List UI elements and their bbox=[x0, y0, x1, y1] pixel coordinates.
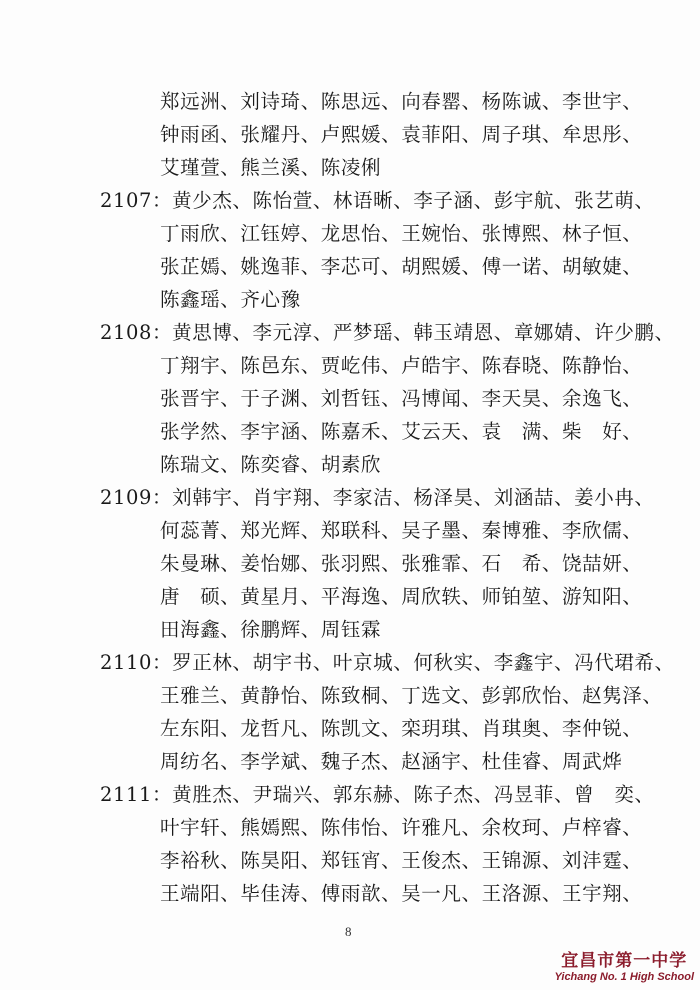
list-line: 钟雨函、张耀丹、卢熙媛、袁菲阳、周子琪、牟思彤、 bbox=[160, 123, 643, 146]
class-2109-line: 2109：刘韩宇、肖宇翔、李家洁、杨泽昊、刘涵喆、姜小冉、 bbox=[100, 486, 655, 509]
watermark-cn: 宜昌市第一中学 bbox=[561, 951, 688, 971]
list-line: 丁雨欣、江钰婷、龙思怡、王婉怡、张博熙、林子恒、 bbox=[160, 222, 643, 245]
class-2110-line: 2110：罗正林、胡宇书、叶京城、何秋实、李鑫宇、冯代珺希、 bbox=[100, 651, 675, 674]
list-line: 郑远洲、刘诗琦、陈思远、向春罂、杨陈诚、李世宇、 bbox=[160, 90, 643, 113]
watermark-en: Yichang No. 1 High School bbox=[554, 971, 694, 983]
page-number: 8 bbox=[345, 924, 352, 939]
list-line: 左东阳、龙哲凡、陈凯文、栾玥琪、肖琪奥、李仲锐、 bbox=[160, 717, 643, 740]
list-line: 王雅兰、黄静怡、陈致桐、丁选文、彭郭欣怡、赵隽泽、 bbox=[160, 684, 663, 707]
list-line: 李裕秋、陈昊阳、郑钰宵、王俊杰、王锦源、刘沣霆、 bbox=[160, 849, 643, 872]
list-line: 何蕊菁、郑光辉、郑联科、吴子墨、秦博雅、李欣儒、 bbox=[160, 519, 643, 542]
list-line: 艾瑾萱、熊兰溪、陈凌俐 bbox=[160, 156, 382, 179]
list-line: 张学然、李宇涵、陈嘉禾、艾云天、袁 满、柴 好、 bbox=[160, 420, 643, 443]
class-2107-line: 2107：黄少杰、陈怡萱、林语晰、李子涵、彭宇航、张艺萌、 bbox=[100, 189, 655, 212]
list-line: 唐 硕、黄星月、平海逸、周欣轶、师铂堃、游知阳、 bbox=[160, 585, 643, 608]
list-line: 张芷嫣、姚逸菲、李芯可、胡熙媛、傅一诺、胡敏婕、 bbox=[160, 255, 643, 278]
list-line: 叶宇轩、熊嫣熙、陈伟怡、许雅凡、余枚珂、卢梓睿、 bbox=[160, 816, 643, 839]
list-line: 田海鑫、徐鹏辉、周钰霖 bbox=[160, 618, 382, 641]
list-line: 陈瑞文、陈奕睿、胡素欣 bbox=[160, 453, 382, 476]
list-line: 陈鑫瑶、齐心豫 bbox=[160, 288, 301, 311]
class-2108-line: 2108：黄思博、李元淳、严梦瑶、韩玉靖恩、章娜婧、许少鹏、 bbox=[100, 321, 675, 344]
class-2111-line: 2111：黄胜杰、尹瑞兴、郭东赫、陈子杰、冯昱菲、曾 奕、 bbox=[100, 783, 655, 806]
school-watermark bbox=[554, 951, 694, 984]
list-line: 张晋宇、于子渊、刘哲钰、冯博闻、李天昊、余逸飞、 bbox=[160, 387, 643, 410]
list-line: 周纺名、李学斌、魏子杰、赵涵宇、杜佳睿、周武烨 bbox=[160, 750, 623, 773]
list-line: 朱曼琳、姜怡娜、张羽熙、张雅霏、石 希、饶喆妍、 bbox=[160, 552, 643, 575]
list-line: 丁翔宇、陈邑东、贾屹伟、卢皓宇、陈春晓、陈静怡、 bbox=[160, 354, 643, 377]
list-line: 王端阳、毕佳涛、傅雨歆、吴一凡、王洛源、王宇翔、 bbox=[160, 882, 643, 905]
